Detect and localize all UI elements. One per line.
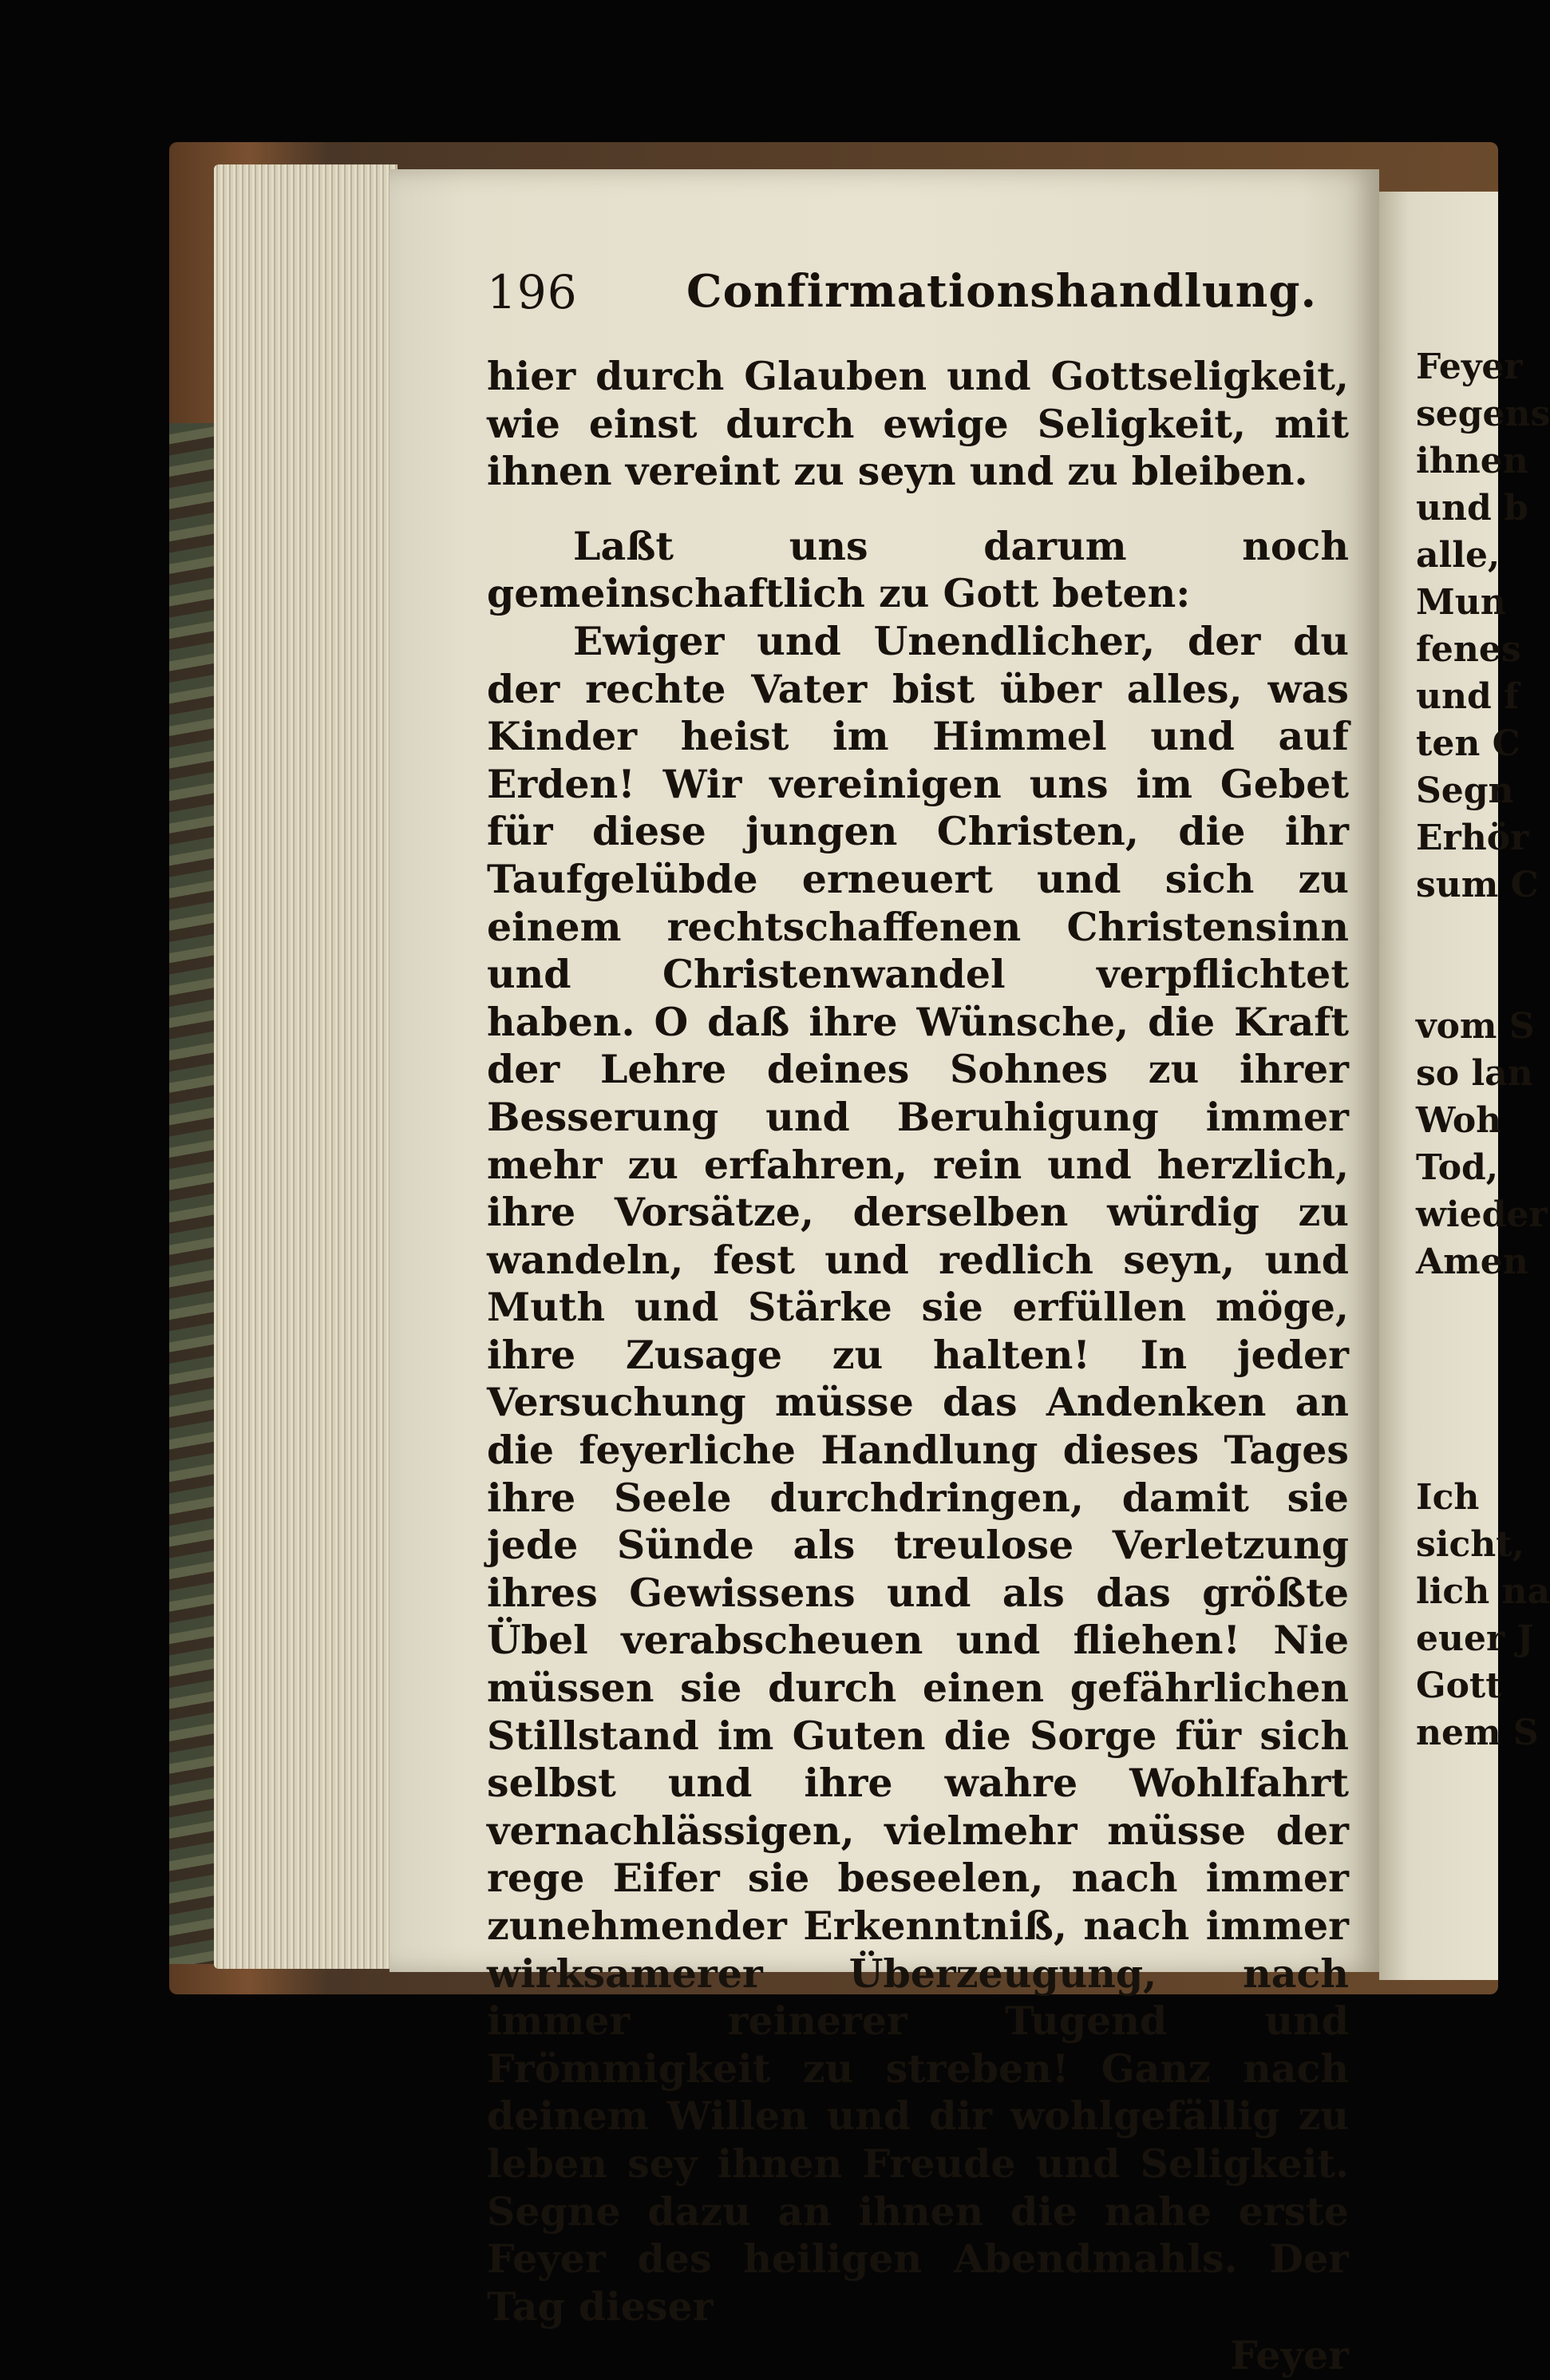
- facing-line: Amen: [1416, 1241, 1528, 1282]
- facing-line: Woh: [1416, 1100, 1502, 1141]
- paragraph: hier durch Glauben und Gottseligkeit, wie einst durch ewige Seligkeit, mit ihnen vereint zu seyn und zu bleiben.: [487, 353, 1349, 495]
- facing-line: vom S: [1416, 1006, 1535, 1047]
- paragraph: Ewiger und Unendlicher, der du der rechte Vater bist über alles, was Kinder heist im Himmel und auf Erden! Wir vereinigen uns im Gebet für diese jungen Christen, die ihr Taufgelübde erneuert und sich zu einem rechtschaffenen Christensinn und Christenwandel verpflichtet haben. O daß ihre Wünsche, die Kraft der Lehre deines Sohnes zu ihrer Besserung und Beruhigung immer mehr zu erfahren, rein und herzlich, ihre Vorsätze, derselben würdig zu wandeln, fest und redlich seyn, und Muth und Stärke sie erfüllen möge, ihre Zusage zu halten! In jeder Versuchung müsse das Andenken an die feyerliche Handlung dieses Tages ihre Seele durchdringen, damit sie jede Sünde als treulose Verletzung ihres Gewissens und als das größte Übel verabscheuen und fliehen! Nie müssen sie durch einen gefährlichen Stillstand im Guten die Sorge für sich selbst und ihre wahre Wohlfahrt vernachlässigen, vielmehr müsse der rege Eifer sie beseelen, nach immer zunehmender Erkenntniß, nach immer wirksamerer Überzeugung, nach immer reinerer Tugend und Frömmigkeit zu streben! Ganz nach deinem Willen und dir wohlgefällig zu leben sey ihnen Freude und Seligkeit. Segne dazu an ihnen die nahe erste Feyer des heiligen Abendmahls. Der Tag dieser: [487, 617, 1349, 2330]
- facing-line: wieder: [1416, 1194, 1548, 1235]
- facing-line: [1416, 1333, 1550, 1380]
- facing-line: lich na: [1416, 1571, 1550, 1612]
- facing-line: segens: [1416, 394, 1550, 434]
- facing-line: ten C: [1416, 723, 1520, 764]
- facing-line: alle,: [1416, 535, 1501, 576]
- page-content: [487, 265, 1349, 2380]
- facing-line: [1416, 956, 1550, 1003]
- marbled-cover-edge: [169, 423, 217, 1964]
- facing-page: [1379, 192, 1550, 1980]
- facing-line: ihnen: [1416, 441, 1528, 481]
- facing-page-text: [1416, 343, 1550, 1756]
- page-number: 196: [487, 265, 578, 319]
- facing-line: Tod,: [1416, 1147, 1499, 1188]
- facing-line: sum C: [1416, 865, 1539, 905]
- facing-line: [1416, 1285, 1550, 1333]
- facing-line: Gott: [1416, 1665, 1502, 1706]
- facing-line: fenes: [1416, 629, 1521, 670]
- catchword: Feyer: [1230, 2332, 1349, 2379]
- facing-line: so lan: [1416, 1053, 1533, 1094]
- facing-line: nem S: [1416, 1713, 1539, 1753]
- facing-line: und b: [1416, 488, 1528, 529]
- page-edges: [214, 164, 397, 1969]
- facing-line: Feyer: [1416, 347, 1523, 387]
- running-title: Confirmationshandlung.: [686, 265, 1318, 318]
- facing-line: Ich: [1416, 1477, 1480, 1518]
- facing-line: [1416, 909, 1550, 956]
- facing-line: und f: [1416, 676, 1519, 717]
- paragraph: Laßt uns darum noch gemeinschaftlich zu Gott beten:: [487, 522, 1349, 617]
- facing-line: Erhör: [1416, 818, 1529, 858]
- facing-line: [1416, 1427, 1550, 1474]
- facing-line: [1416, 1380, 1550, 1427]
- facing-line: Mun: [1416, 582, 1506, 623]
- facing-line: euer J: [1416, 1618, 1534, 1659]
- body-text: [487, 353, 1349, 2330]
- left-page: [389, 169, 1379, 2379]
- facing-line: sicht,: [1416, 1524, 1524, 1565]
- facing-line: Segn: [1416, 770, 1514, 811]
- page-header: [487, 265, 1349, 353]
